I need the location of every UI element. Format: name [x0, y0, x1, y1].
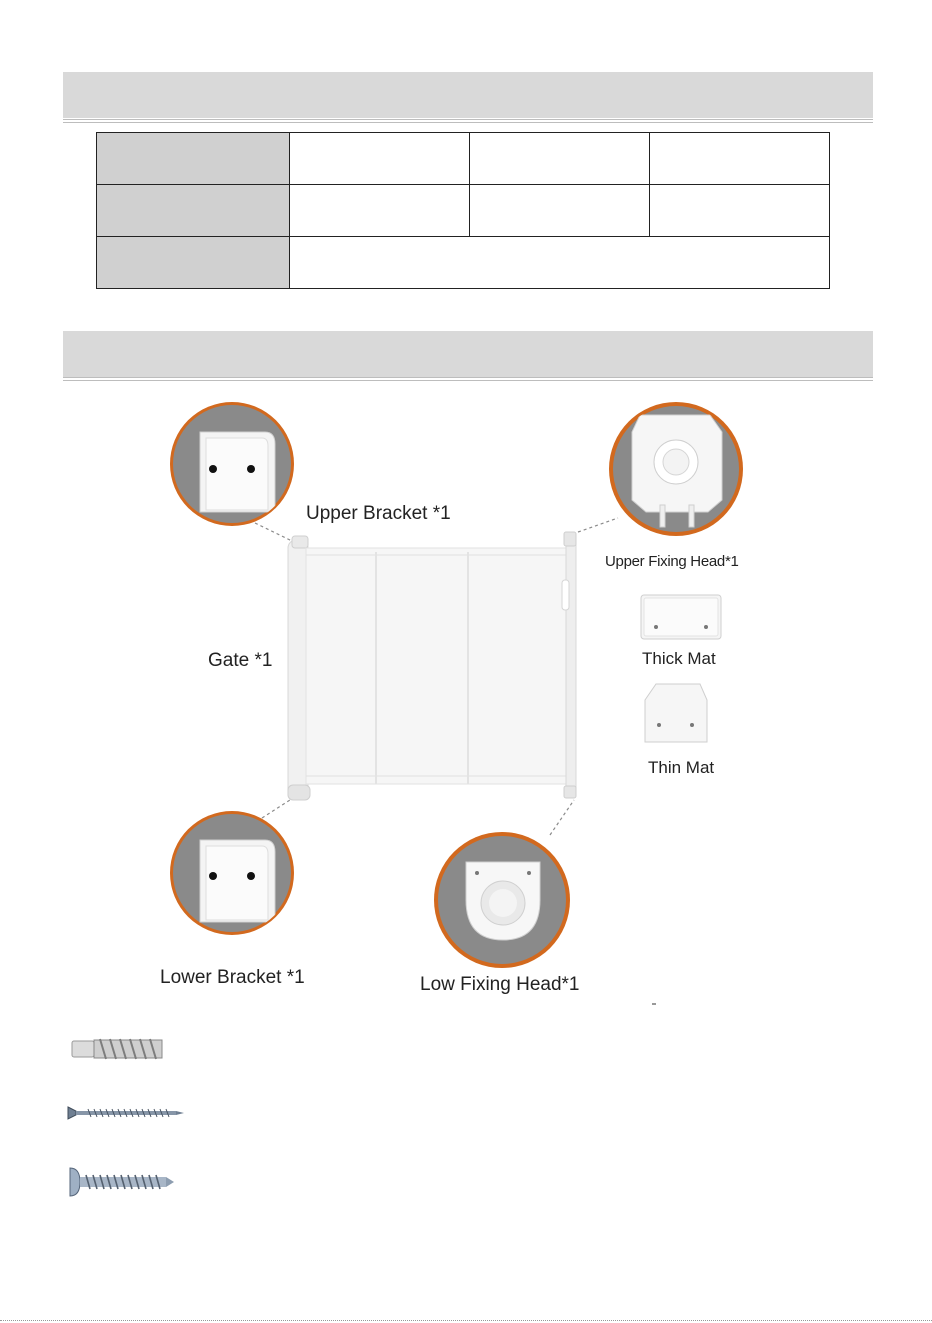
- lower-bracket-label: Lower Bracket *1: [160, 967, 305, 988]
- low-fixing-head-callout: [434, 832, 570, 968]
- wall-anchor-icon: [66, 1034, 186, 1064]
- thick-mat-label: Thick Mat: [642, 649, 716, 668]
- thin-mat-label: Thin Mat: [648, 758, 715, 777]
- page-bottom-rule: [0, 1320, 932, 1321]
- gate-illustration: [288, 532, 576, 800]
- upper-bracket-callout: [170, 402, 294, 526]
- upper-bracket-label: Upper Bracket *1: [306, 503, 451, 524]
- gate-label: Gate *1: [208, 650, 273, 671]
- thick-mat-illustration: [641, 595, 721, 639]
- upper-fixing-head-label: Upper Fixing Head*1: [605, 553, 739, 570]
- pan-head-screw-icon: [66, 1164, 186, 1200]
- low-fixing-head-label: Low Fixing Head*1: [420, 974, 580, 995]
- thin-mat-illustration: [645, 684, 707, 742]
- lower-bracket-callout: [170, 811, 294, 935]
- upper-fixing-head-callout: [609, 402, 743, 536]
- long-wood-screw-icon: [66, 1103, 196, 1123]
